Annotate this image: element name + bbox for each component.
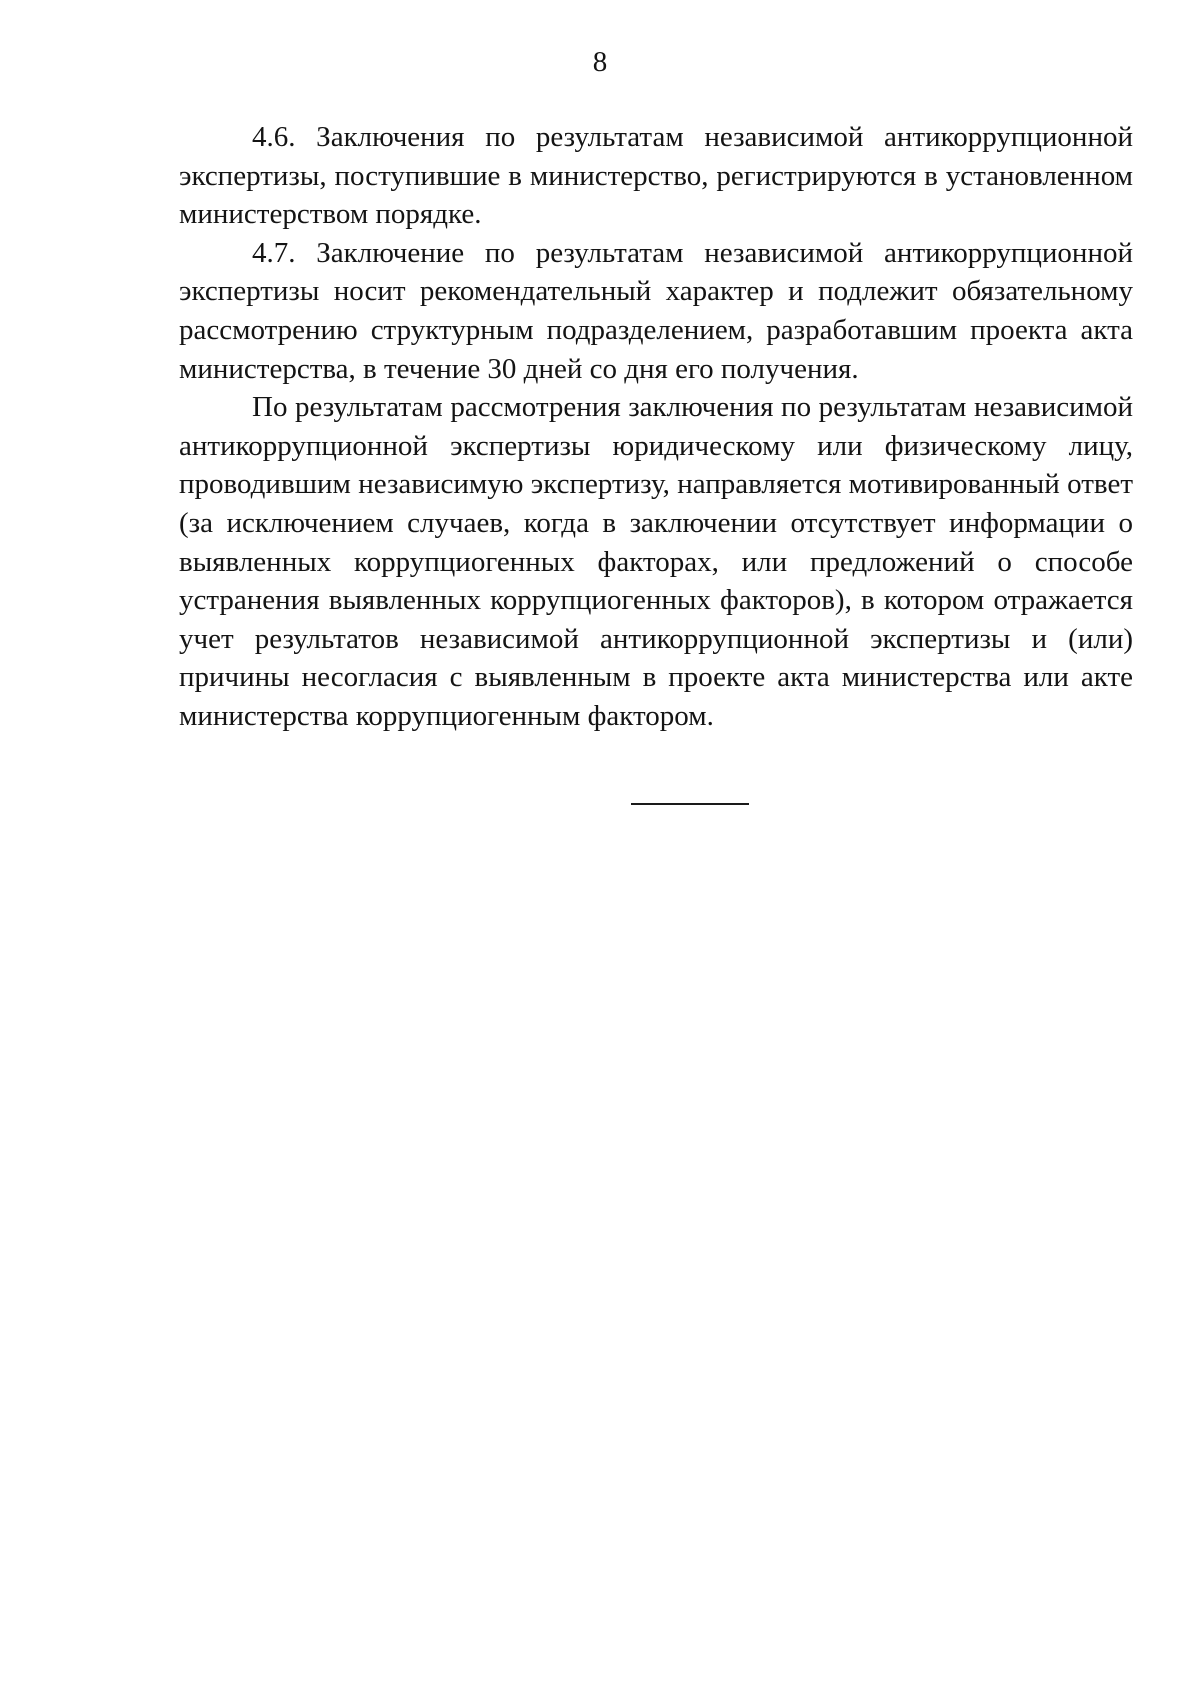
end-of-text-rule bbox=[631, 803, 749, 805]
paragraph-4-7: 4.7. Заключение по результатам независимой антикоррупционной экспертизы носит рекомендательный характер и подлежит обязательному рассмотрению структурным подразделением, разработавшим проекта акта министерства, в течение 30 дней со дня его получения. bbox=[179, 236, 1133, 385]
page-number: 8 bbox=[592, 46, 608, 78]
document-body bbox=[179, 118, 1133, 736]
paragraph-4-6: 4.6. Заключения по результатам независимой антикоррупционной экспертизы, поступившие в министерство, регистрируются в установленном министерством порядке. bbox=[179, 121, 1133, 231]
paragraph-response: По результатам рассмотрения заключения по результатам независимой антикоррупционной экспертизы юридическому или физическому лицу, проводившим независимую экспертизу, направляется мотивированный ответ (за исключением случаев, когда в заключении отсутствует информации о выявленных коррупциогенных факторах, или предложений о способе устранения выявленных коррупциогенных факторов), в котором отражается учет результатов независимой антикоррупционной экспертизы и (или) причины несогласия с выявленным в проекте акта министерства или акте министерства коррупциогенным фактором. bbox=[179, 391, 1133, 732]
